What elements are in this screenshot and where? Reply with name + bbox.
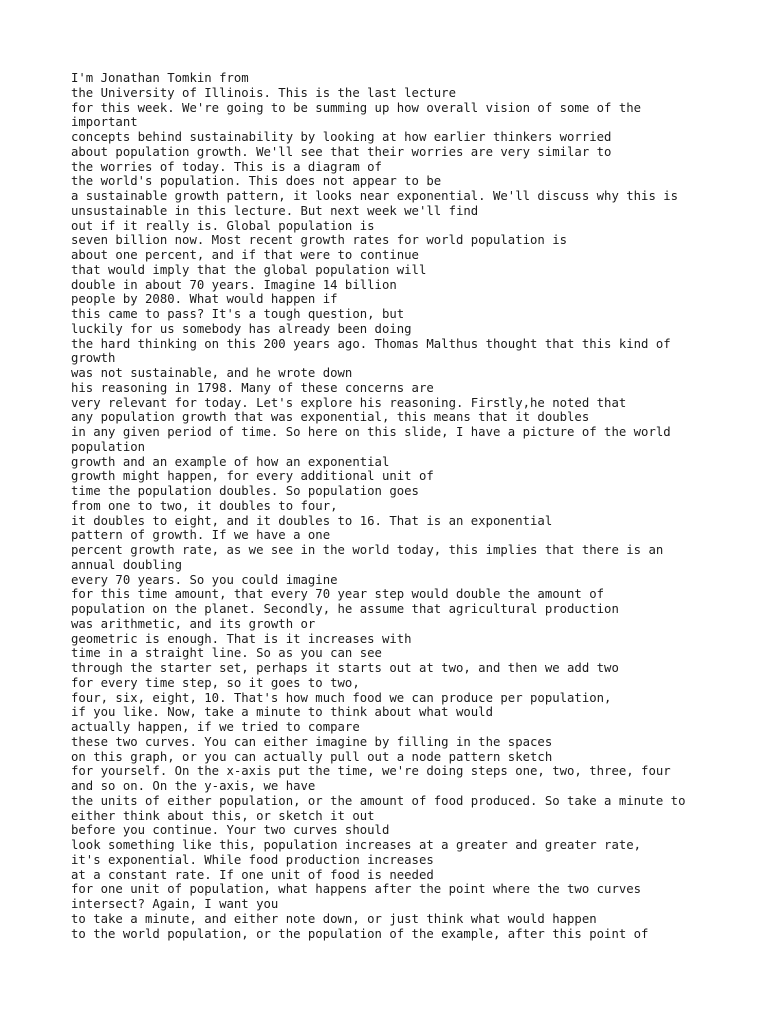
transcript-line: either think about this, or sketch it out (71, 808, 375, 823)
transcript-line: luckily for us somebody has already been doing (71, 321, 412, 336)
transcript-line: double in about 70 years. Imagine 14 billion (71, 277, 397, 292)
transcript-line: for this time amount, that every 70 year step would double the amount of (71, 587, 605, 602)
transcript-line: the hard thinking on this 200 years ago. Thomas Malthus thought that this kind of (71, 336, 671, 351)
transcript-line: actually happen, if we tried to compare (71, 720, 360, 734)
transcript-line: percent growth rate, as we see in the world today, this implies that there is an (71, 543, 664, 557)
transcript-line: out if it really is. Global population is (71, 218, 375, 233)
transcript-line: population on the planet. Secondly, he assume that agricultural production (71, 602, 619, 616)
transcript-line: was not sustainable, and he wrote down (71, 366, 353, 380)
transcript-line: annual doubling (71, 557, 183, 572)
transcript-line: people by 2080. What would happen if (71, 292, 338, 307)
transcript-line: four, six, eight, 10. That's how much food we can produce per population, (71, 690, 612, 705)
transcript-line: it doubles to eight, and it doubles to 16. That is an exponential (71, 513, 553, 528)
transcript-line: for this week. We're going to be summing up how overall vision of some of the (71, 100, 642, 115)
transcript-line: concepts behind sustainability by looking at how earlier thinkers worried (71, 130, 612, 144)
transcript-line: to the world population, or the population of the example, after this point of (71, 926, 649, 941)
transcript-line: that would imply that the global population will (71, 262, 427, 277)
transcript-line: these two curves. You can either imagine by filling in the spaces (71, 734, 553, 749)
transcript-line: a sustainable growth pattern, it looks near exponential. We'll discuss why this is (71, 189, 679, 203)
transcript-line: any population growth that was exponential, this means that it doubles (71, 410, 590, 425)
transcript-line: time in a straight line. So as you can see (71, 646, 382, 661)
transcript-line: on this graph, or you can actually pull out a node pattern sketch (71, 749, 553, 764)
transcript-line: in any given period of time. So here on this slide, I have a picture of the world (71, 425, 671, 439)
transcript-line: look something like this, population increases at a greater and greater rate, (71, 838, 642, 852)
transcript-line: from one to two, it doubles to four, (71, 498, 338, 513)
transcript-line: intersect? Again, I want you (71, 897, 279, 911)
transcript-line: pattern of growth. If we have a one (71, 528, 331, 543)
transcript-line: about population growth. We'll see that their worries are very similar to (71, 144, 612, 159)
transcript-line: unsustainable in this lecture. But next week we'll find (71, 203, 479, 218)
transcript-line: the worries of today. This is a diagram of (71, 159, 382, 174)
transcript-line: this came to pass? It's a tough question, but (71, 307, 405, 321)
transcript-line: if you like. Now, take a minute to think about what would (71, 705, 493, 720)
transcript-line: the units of either population, or the amount of food produced. So take a minute to (71, 793, 686, 808)
transcript-line: for yourself. On the x-axis put the time, we're doing steps one, two, three, four (71, 764, 671, 779)
transcript-page (71, 71, 731, 941)
transcript-line: seven billion now. Most recent growth rates for world population is (71, 233, 568, 248)
transcript-line: every 70 years. So you could imagine (71, 572, 338, 587)
transcript-line: the University of Illinois. This is the last lecture (71, 85, 456, 100)
transcript-line: growth might happen, for every additional unit of (71, 469, 434, 484)
transcript-line: important (71, 115, 138, 130)
transcript-line: for one unit of population, what happens after the point where the two curves (71, 882, 642, 897)
transcript-line: I'm Jonathan Tomkin from (71, 71, 249, 85)
transcript-line: his reasoning in 1798. Many of these concerns are (71, 380, 434, 395)
transcript-line: growth (71, 351, 116, 366)
transcript-line: time the population doubles. So population goes (71, 484, 419, 498)
transcript-line: for every time step, so it goes to two, (71, 675, 360, 690)
transcript-line: it's exponential. While food production increases (71, 852, 434, 867)
transcript-line: growth and an example of how an exponential (71, 454, 390, 469)
transcript-line: and so on. On the y-axis, we have (71, 779, 316, 793)
transcript-line: population (71, 439, 146, 454)
transcript-line: very relevant for today. Let's explore his reasoning. Firstly,he noted that (71, 395, 627, 410)
transcript-line: the world's population. This does not appear to be (71, 174, 442, 189)
transcript-line: through the starter set, perhaps it starts out at two, and then we add two (71, 661, 619, 675)
transcript-line: was arithmetic, and its growth or (71, 616, 316, 631)
transcript-line: at a constant rate. If one unit of food is needed (71, 867, 434, 882)
transcript-line: before you continue. Your two curves should (71, 823, 390, 838)
transcript-line: geometric is enough. That is it increases with (71, 631, 412, 646)
transcript-line: to take a minute, and either note down, or just think what would happen (71, 911, 597, 926)
transcript-line: about one percent, and if that were to continue (71, 248, 419, 262)
